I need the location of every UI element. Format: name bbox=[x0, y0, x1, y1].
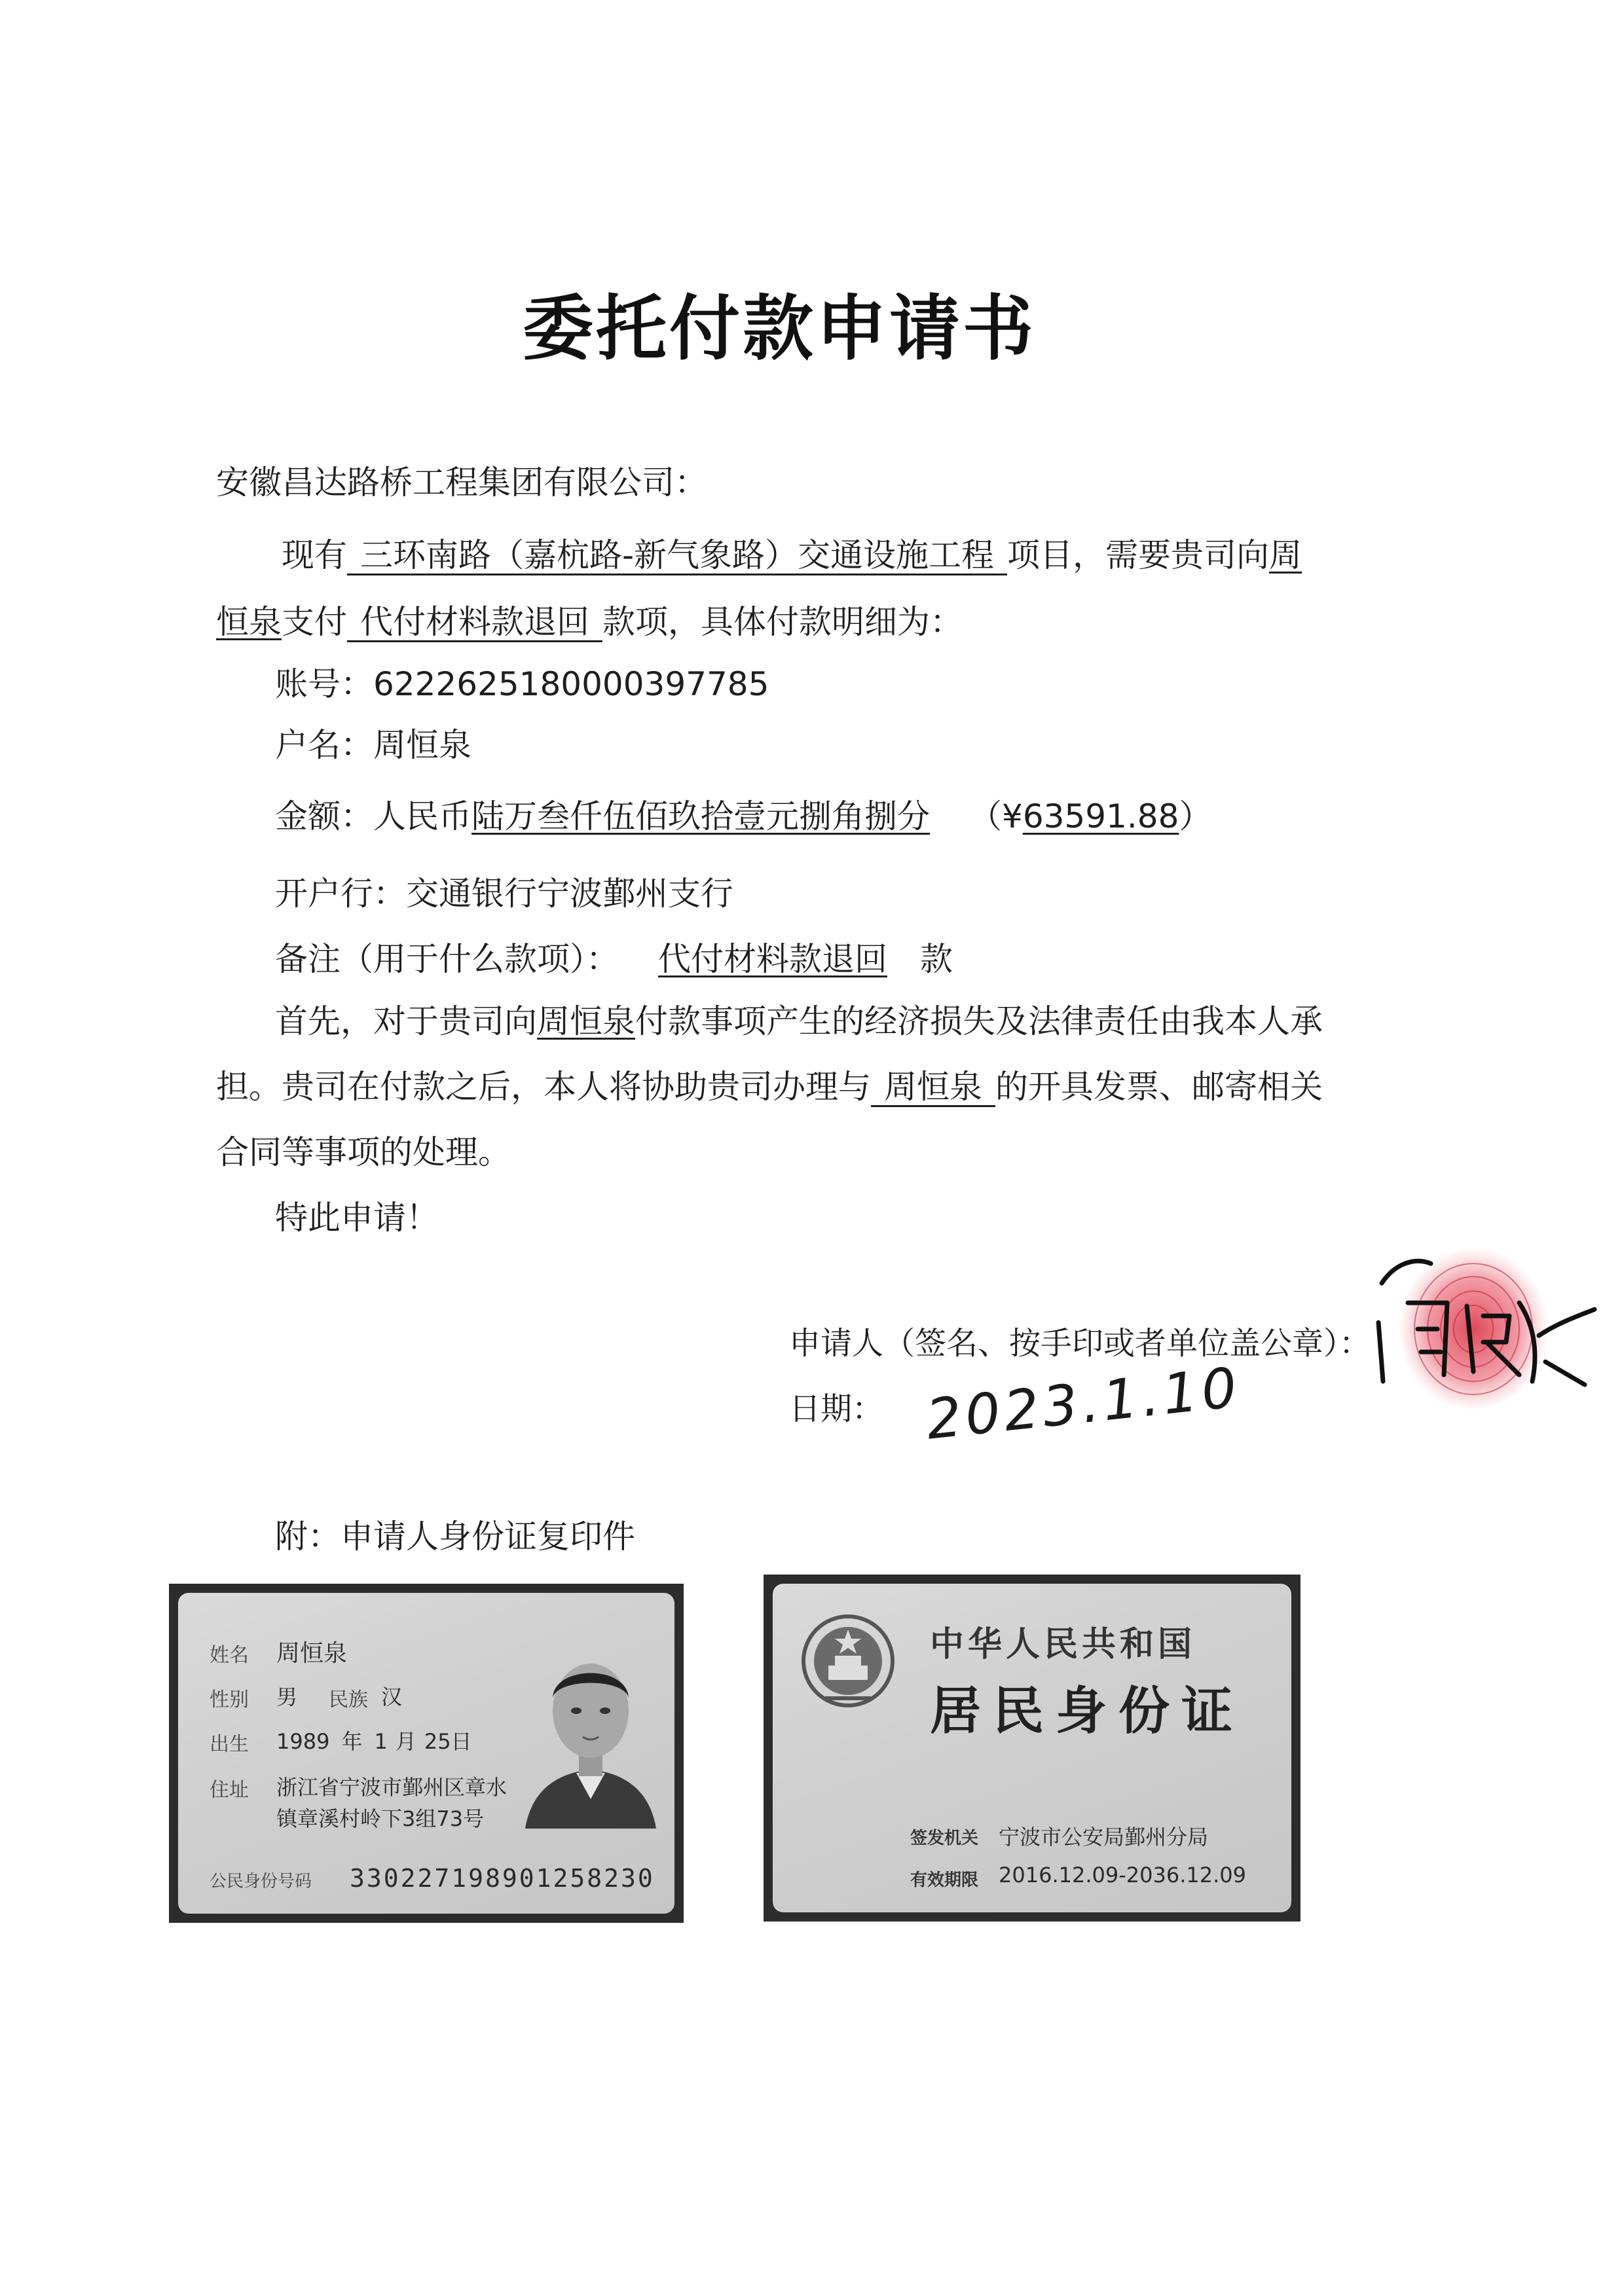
attachment-label: 附：申请人身份证复印件 bbox=[275, 1518, 635, 1556]
bank-name: 交通银行宁波鄞州支行 bbox=[406, 875, 733, 913]
amount-words: 陆万叁仟伍佰玖拾壹元捌角捌分 bbox=[471, 797, 930, 835]
account-label: 账号： bbox=[275, 665, 373, 703]
closing-text: 特此申请！ bbox=[275, 1199, 439, 1237]
amount-close: ） bbox=[1179, 797, 1212, 835]
para2-line1 bbox=[275, 1002, 1323, 1041]
id-birth bbox=[276, 1725, 472, 1755]
id-back-title: 居民身份证 bbox=[930, 1681, 1245, 1741]
id-card-back-surface bbox=[773, 1584, 1291, 1912]
id-birth-year-unit: 年 bbox=[341, 1729, 363, 1754]
para2-line2 bbox=[216, 1067, 1323, 1107]
payee-part2: 恒泉 bbox=[216, 603, 282, 641]
para1-mid1: 项目，需要贵司向 bbox=[1007, 536, 1270, 574]
payee-part1: 周 bbox=[1269, 536, 1302, 574]
amount-open: （¥ bbox=[969, 797, 1023, 835]
date-handwritten: 2023.1.10 bbox=[923, 1355, 1244, 1452]
id-birth-month: 1 bbox=[374, 1729, 388, 1754]
name-label: 户名： bbox=[275, 726, 373, 764]
date-label: 日期： bbox=[789, 1391, 884, 1427]
id-address-line1: 浙江省宁波市鄞州区章水 bbox=[276, 1775, 507, 1800]
id-number: 330227198901258230 bbox=[350, 1864, 655, 1893]
remark-row bbox=[275, 939, 953, 979]
id-authority-label: 签发机关 bbox=[910, 1829, 979, 1848]
para2-l1a: 首先，对于贵司向 bbox=[275, 1002, 537, 1040]
id-number-label: 公民身份号码 bbox=[210, 1872, 312, 1891]
id-gender-label: 性别 bbox=[210, 1688, 249, 1711]
id-name-label: 姓名 bbox=[210, 1644, 249, 1667]
para2-l2-name: 周恒泉 bbox=[871, 1068, 995, 1107]
signature bbox=[1369, 1244, 1604, 1440]
para1-line1 bbox=[282, 536, 1302, 575]
account-number: 6222625180000397785 bbox=[373, 665, 769, 703]
applicant-label: 申请人（签名、按手印或者单位盖公章）： bbox=[789, 1325, 1371, 1362]
id-address-line2: 镇章溪村岭下3组73号 bbox=[276, 1806, 485, 1831]
id-birth-year: 1989 bbox=[276, 1729, 330, 1754]
id-validity-label: 有效期限 bbox=[910, 1870, 979, 1890]
remark-label: 备注（用于什么款项）： bbox=[275, 940, 619, 978]
addressee: 安徽昌达路桥工程集团有限公司： bbox=[216, 464, 707, 501]
id-birth-month-unit: 月 bbox=[395, 1729, 416, 1754]
id-card-back bbox=[764, 1575, 1301, 1922]
account-name: 周恒泉 bbox=[373, 726, 471, 764]
para2-l1b: 付款事项产生的经济损失及法律责任由我本人承 bbox=[635, 1002, 1323, 1040]
id-photo bbox=[519, 1639, 663, 1829]
para2-l1-name: 周恒泉 bbox=[537, 1002, 635, 1040]
amount-row bbox=[275, 797, 1211, 836]
para1-mid2: 支付 bbox=[282, 603, 347, 641]
id-address-label: 住址 bbox=[210, 1779, 249, 1802]
id-gender: 男 bbox=[276, 1685, 298, 1709]
bank-label: 开户行： bbox=[275, 875, 406, 913]
id-birth-label: 出生 bbox=[210, 1733, 249, 1756]
remark-value: 代付材料款退回 bbox=[658, 940, 887, 978]
name-row bbox=[275, 725, 471, 765]
payment-type: 代付材料款退回 bbox=[347, 604, 602, 642]
id-card-front bbox=[169, 1584, 684, 1923]
id-birth-day: 25日 bbox=[424, 1729, 472, 1754]
amount-number: 63591.88 bbox=[1022, 797, 1179, 835]
signature-fingerprint-graphic bbox=[1369, 1244, 1604, 1440]
para2-line3: 合同等事项的处理。 bbox=[216, 1133, 511, 1171]
amount-label: 金额：人民币 bbox=[275, 797, 471, 835]
id-validity: 2016.12.09-2036.12.09 bbox=[999, 1863, 1246, 1887]
bank-row bbox=[275, 874, 733, 913]
document-title: 委托付款申请书 bbox=[522, 287, 1036, 370]
para1-prefix: 现有 bbox=[282, 536, 347, 574]
para1-line2 bbox=[216, 602, 963, 642]
project-name: 三环南路（嘉杭路-新气象路）交通设施工程 bbox=[347, 537, 1007, 575]
id-ethnicity-label: 民族 bbox=[329, 1688, 368, 1711]
id-card-front-surface bbox=[178, 1593, 674, 1914]
para2-l2b: 的开具发票、邮寄相关 bbox=[995, 1068, 1323, 1106]
account-row bbox=[275, 665, 769, 704]
id-ethnicity: 汉 bbox=[381, 1685, 403, 1709]
id-authority: 宁波市公安局鄞州分局 bbox=[999, 1825, 1209, 1850]
para2-l2a: 担。贵司在付款之后，本人将协助贵司办理与 bbox=[216, 1068, 871, 1106]
id-back-country: 中华人民共和国 bbox=[930, 1624, 1196, 1664]
para1-suffix: 款项，具体付款明细为： bbox=[602, 603, 963, 641]
remark-suffix: 款 bbox=[920, 940, 953, 978]
id-photo-portrait bbox=[519, 1639, 663, 1829]
id-name: 周恒泉 bbox=[276, 1640, 348, 1667]
national-emblem-icon bbox=[799, 1610, 897, 1715]
